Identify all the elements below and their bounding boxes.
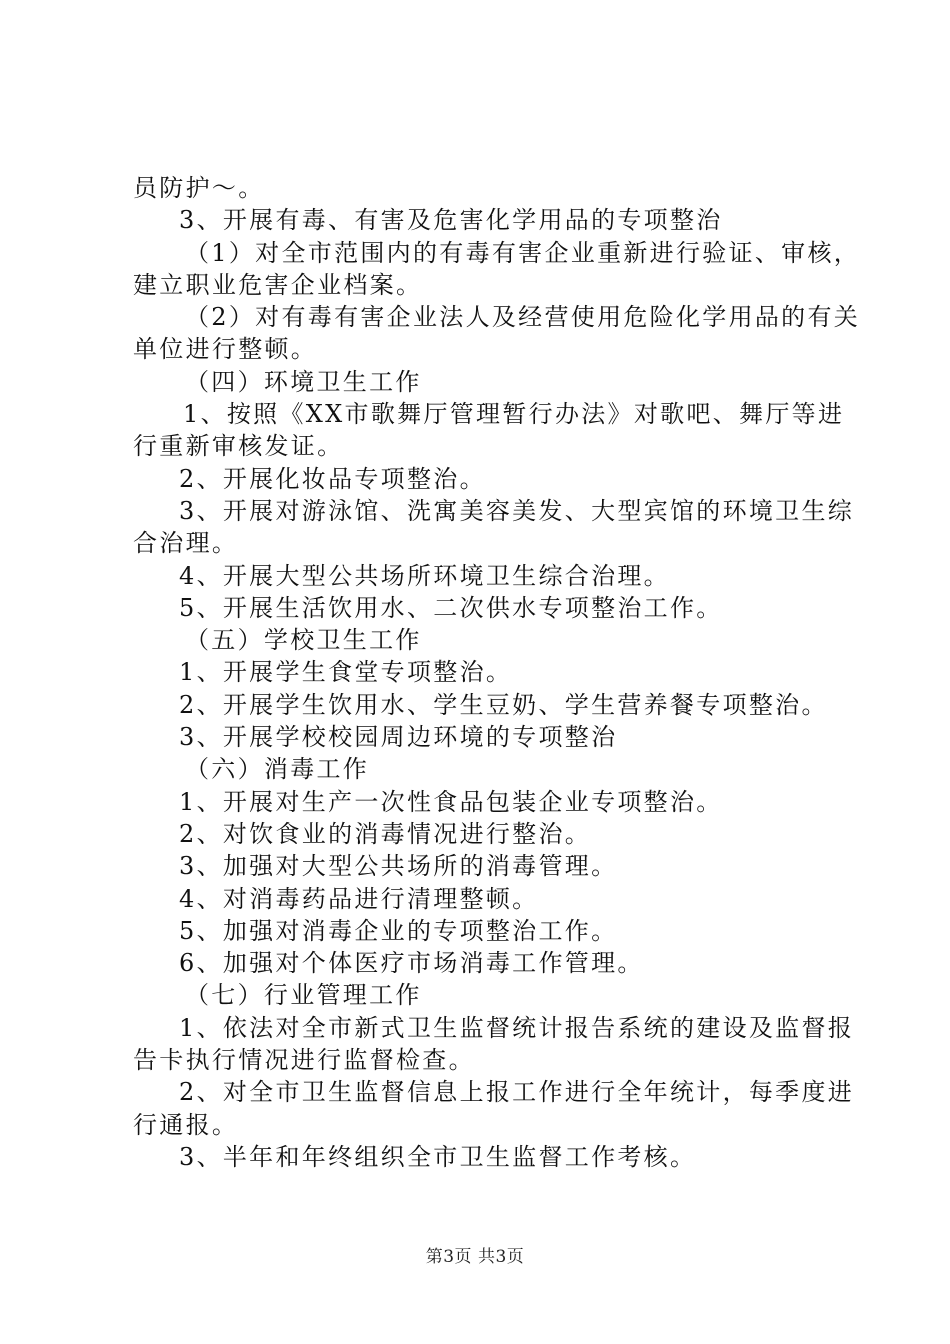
text-line: 1、开展对生产一次性食品包装企业专项整治。 [179, 787, 723, 816]
text-line: （1）对全市范围内的有毒有害企业重新进行验证、审核， [185, 238, 861, 267]
text-line: 1、按照《XX市歌舞厅管理暂行办法》对歌吧、舞厅等进 [183, 400, 845, 429]
text-line: 告卡执行情况进行监督检查。 [133, 1046, 475, 1075]
text-line: 5、加强对消毒企业的专项整治工作。 [179, 916, 618, 945]
text-line: 行重新审核发证。 [133, 432, 344, 461]
text-line: 2、对全市卫生监督信息上报工作进行全年统计，每季度进 [179, 1078, 855, 1107]
text-line: （四）环境卫生工作 [185, 367, 422, 396]
text-line: 4、开展大型公共场所环境卫生综合治理。 [179, 561, 670, 590]
text-line: 2、开展学生饮用水、学生豆奶、学生营养餐专项整治。 [179, 690, 828, 719]
text-line: 3、开展学校校园周边环境的专项整治 [179, 723, 618, 752]
text-line: （五）学校卫生工作 [185, 626, 422, 655]
document-body [133, 172, 861, 1173]
text-line: 3、半年和年终组织全市卫生监督工作考核。 [179, 1142, 697, 1171]
text-line: 6、加强对个体医疗市场消毒工作管理。 [179, 949, 644, 978]
page-footer: 第3页 共3页 [425, 1247, 525, 1267]
text-line: 3、开展有毒、有害及危害化学用品的专项整治 [179, 206, 723, 235]
text-line: 行通报。 [133, 1110, 239, 1139]
text-line: 5、开展生活饮用水、二次供水专项整治工作。 [179, 593, 723, 622]
text-line: （2）对有毒有害企业法人及经营使用危险化学用品的有关 [185, 303, 861, 332]
text-line: 单位进行整顿。 [133, 335, 318, 364]
text-line: 合治理。 [133, 529, 239, 558]
text-line: 2、对饮食业的消毒情况进行整治。 [179, 819, 592, 848]
text-line: 2、开展化妆品专项整治。 [179, 464, 486, 493]
text-line: （六）消毒工作 [185, 755, 370, 784]
text-line: 员防护～。 [133, 174, 265, 202]
text-line: 1、开展学生食堂专项整治。 [179, 658, 513, 687]
text-line: 建立职业危害企业档案。 [133, 270, 423, 299]
text-line: 3、开展对游泳馆、洗寓美容美发、大型宾馆的环境卫生综 [179, 496, 855, 525]
text-line: 3、加强对大型公共场所的消毒管理。 [179, 852, 618, 881]
text-line: （七）行业管理工作 [185, 981, 422, 1010]
text-line: 4、对消毒药品进行清理整顿。 [179, 884, 539, 913]
text-line: 1、依法对全市新式卫生监督统计报告系统的建设及监督报 [179, 1013, 855, 1042]
